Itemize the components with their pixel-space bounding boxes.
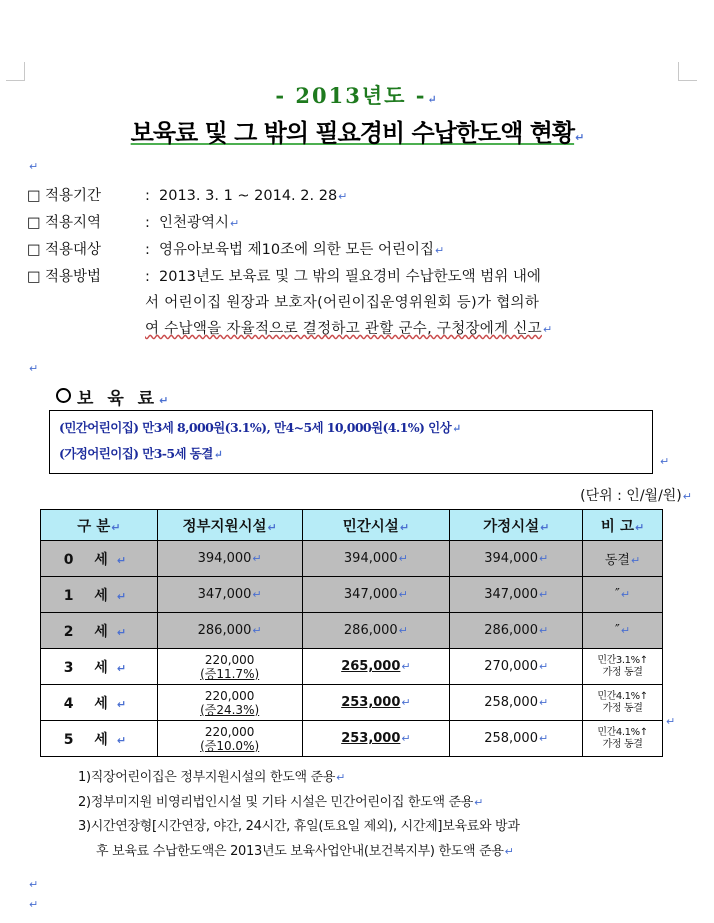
- age-cell: 4 세↵: [41, 685, 158, 721]
- gov-cell: 220,000 (증10.0%): [157, 721, 302, 757]
- gov-cell: 394,000↵: [157, 541, 302, 577]
- private-cell: 394,000↵: [302, 541, 450, 577]
- home-cell: 270,000↵: [450, 649, 583, 685]
- gov-cell: 220,000 (증11.7%): [157, 649, 302, 685]
- info-value: 2013년도 보육료 및 그 밖의 필요경비 수납한도액 범위 내에: [159, 269, 541, 285]
- unit-label: (단위 : 인/월/원)↵: [580, 488, 692, 504]
- header-remarks: 비 고↵: [583, 510, 663, 541]
- note-cell: 민간3.1%↑ 가정 동결: [583, 649, 663, 685]
- table-header-row: [41, 510, 663, 541]
- paragraph-mark: ↵: [29, 898, 39, 911]
- paragraph-mark: ↵: [29, 362, 39, 375]
- private-cell: 253,000↵: [302, 721, 450, 757]
- table-row: [41, 541, 663, 577]
- header-gov-support: 정부지원시설↵: [157, 510, 302, 541]
- table-row: [41, 613, 663, 649]
- note-cell: ″↵: [583, 613, 663, 649]
- notice-line: (민간어린이집) 만3세 8,000원(3.1%), 만4~5세 10,000원(4.1%) 인상↵: [59, 420, 461, 435]
- fee-table: [40, 509, 663, 757]
- header-category: 구 분↵: [41, 510, 158, 541]
- gov-cell: 220,000 (증24.3%): [157, 685, 302, 721]
- info-row-target: □ 적용대상 : 영유아보육법 제10조에 의한 모든 어린이집↵: [27, 237, 687, 264]
- home-cell: 394,000↵: [450, 541, 583, 577]
- info-continuation: 여 수납액을 자율적으로 결정하고 관할 군수, 구청장에게 신고↵: [145, 321, 553, 337]
- age-cell: 2 세↵: [41, 613, 158, 649]
- gov-cell: 347,000↵: [157, 577, 302, 613]
- notice-line: (가정어린이집) 만3-5세 동결↵: [59, 446, 223, 461]
- paragraph-mark: ↵: [666, 715, 676, 728]
- footnotes: [78, 766, 688, 864]
- footnote-item: 1)직장어린이집은 정부지원시설의 한도액 준용↵: [78, 770, 346, 785]
- gov-cell: 286,000↵: [157, 613, 302, 649]
- info-label: 적용기간: [45, 188, 102, 204]
- paragraph-mark: ↵: [29, 878, 39, 891]
- info-list: [27, 183, 687, 343]
- private-cell: 253,000↵: [302, 685, 450, 721]
- note-cell: 민간4.1%↑ 가정 동결: [583, 721, 663, 757]
- info-continuation: 서 어린이집 원장과 보호자(어린이집운영위원회 등)가 협의하: [145, 295, 540, 311]
- note-cell: 민간4.1%↑ 가정 동결: [583, 685, 663, 721]
- home-cell: 347,000↵: [450, 577, 583, 613]
- age-cell: 3 세↵: [41, 649, 158, 685]
- note-cell: 동결↵: [583, 541, 663, 577]
- age-cell: 0 세↵: [41, 541, 158, 577]
- info-row-method: □ 적용방법 : 2013년도 보육료 및 그 밖의 필요경비 수납한도액 범위 내에: [27, 264, 687, 290]
- table-row: [41, 577, 663, 613]
- checkbox-icon: □: [27, 242, 41, 258]
- footnote-item: 2)정부미지원 비영리법인시설 및 기타 시설은 민간어린이집 한도액 준용↵: [78, 794, 483, 810]
- table-row: [41, 649, 663, 685]
- info-label: 적용대상: [45, 242, 102, 258]
- paragraph-mark: ↵: [660, 455, 670, 468]
- info-value: 영유아보육법 제10조에 의한 모든 어린이집↵: [159, 242, 445, 258]
- header-home: 가정시설↵: [450, 510, 583, 541]
- header-private: 민간시설↵: [302, 510, 450, 541]
- info-value: 인천광역시↵: [159, 215, 240, 231]
- notice-box: [49, 410, 653, 474]
- note-cell: ″↵: [583, 577, 663, 613]
- home-cell: 286,000↵: [450, 613, 583, 649]
- info-row-period: □ 적용기간 : 2013. 3. 1 ~ 2014. 2. 28↵: [27, 183, 687, 210]
- age-cell: 5 세↵: [41, 721, 158, 757]
- home-cell: 258,000↵: [450, 721, 583, 757]
- age-cell: 1 세↵: [41, 577, 158, 613]
- info-label: 적용지역: [45, 215, 102, 231]
- private-cell: 265,000↵: [302, 649, 450, 685]
- info-value: 2013. 3. 1 ~ 2014. 2. 28↵: [159, 188, 348, 204]
- checkbox-icon: □: [27, 269, 41, 285]
- table-row: [41, 685, 663, 721]
- circle-bullet-icon: [56, 388, 71, 403]
- document-title: 보육료 및 그 밖의 필요경비 수납한도액 현황↵: [130, 119, 584, 147]
- table-row: [41, 721, 663, 757]
- private-cell: 347,000↵: [302, 577, 450, 613]
- private-cell: 286,000↵: [302, 613, 450, 649]
- checkbox-icon: □: [27, 215, 41, 231]
- footnote-item: 후 보육료 수납한도액은 2013년도 보육사업안내(보건복지부) 한도액 준용↵: [96, 843, 514, 859]
- paragraph-mark: ↵: [29, 160, 39, 173]
- crop-mark-top-left: [6, 62, 25, 81]
- footnote-item: 3)시간연장형[시간연장, 야간, 24시간, 휴일(토요일 제외), 시간제]보육료와 방과: [78, 819, 520, 834]
- info-row-region: □ 적용지역 : 인천광역시↵: [27, 210, 687, 237]
- year-heading: - 2013년도 -↵: [275, 83, 439, 108]
- info-label: 적용방법: [45, 269, 102, 285]
- home-cell: 258,000↵: [450, 685, 583, 721]
- section-heading: 보 육 료↵: [56, 384, 172, 409]
- checkbox-icon: □: [27, 188, 41, 204]
- crop-mark-top-right: [678, 62, 697, 81]
